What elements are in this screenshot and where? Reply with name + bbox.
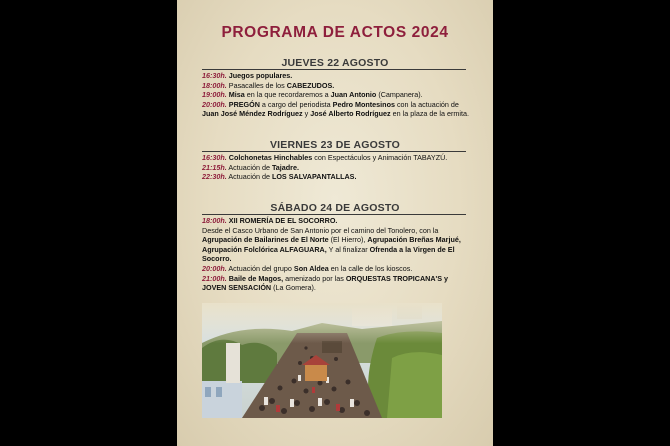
romeria-photo-image	[202, 303, 442, 418]
day-heading-friday: VIERNES 23 DE AGOSTO	[269, 139, 401, 151]
event-item: 21:00h. Baile de Magos, amenizado por las ORQUESTAS TROPICANA'S y JOVEN SENSACIÓN (La Gomera).	[202, 273, 449, 293]
event-item: 21:15h. Actuación de Tajadre.	[202, 162, 299, 172]
event-item: 20:00h. Actuación del grupo Son Aldea en la calle de los kioscos.	[202, 263, 413, 273]
thursday-events	[202, 71, 470, 119]
event-item: 16:30h. Juegos populares.	[202, 71, 293, 80]
event-item: 18:00h. XII ROMERÍA DE EL SOCORRO. Desde el Casco Urbano de San Antonio por el camino del Tonolero, con la Agrupación de Bailarines de El Norte (El Hierro), Agrupación Breñas Marjué, Agrupación Folclórica ALFAGUARA, Y al finalizar Ofrenda a la Virgen de El Socorro.	[202, 216, 461, 264]
day-heading-saturday: SÁBADO 24 DE AGOSTO	[270, 202, 400, 214]
event-item: 18:00h. Pasacalles de los CABEZUDOS.	[202, 80, 335, 90]
saturday-events	[202, 216, 470, 293]
romeria-photo	[202, 303, 442, 418]
event-poster	[177, 0, 493, 446]
divider	[202, 69, 466, 70]
event-item: 20:00h. PREGÓN a cargo del periodista Pedro Montesinos con la actuación de Juan José Méndez Rodríguez y José Alberto Rodríguez en la plaza de la ermita.	[202, 99, 469, 119]
divider	[202, 214, 466, 215]
event-item: 19:00h. Misa en la que recordaremos a Juan Antonio (Campanera).	[202, 90, 423, 100]
event-item: 16:30h. Colchonetas Hinchables con Espectáculos y Animación TABAYZÚ.	[202, 153, 448, 162]
event-item: 22:30h. Actuación de LOS SALVAPANTALLAS.	[202, 172, 357, 182]
friday-events	[202, 153, 470, 182]
divider	[202, 151, 466, 152]
poster-title: PROGRAMA DE ACTOS 2024	[221, 24, 449, 41]
day-heading-thursday: JUEVES 22 AGOSTO	[281, 57, 389, 69]
